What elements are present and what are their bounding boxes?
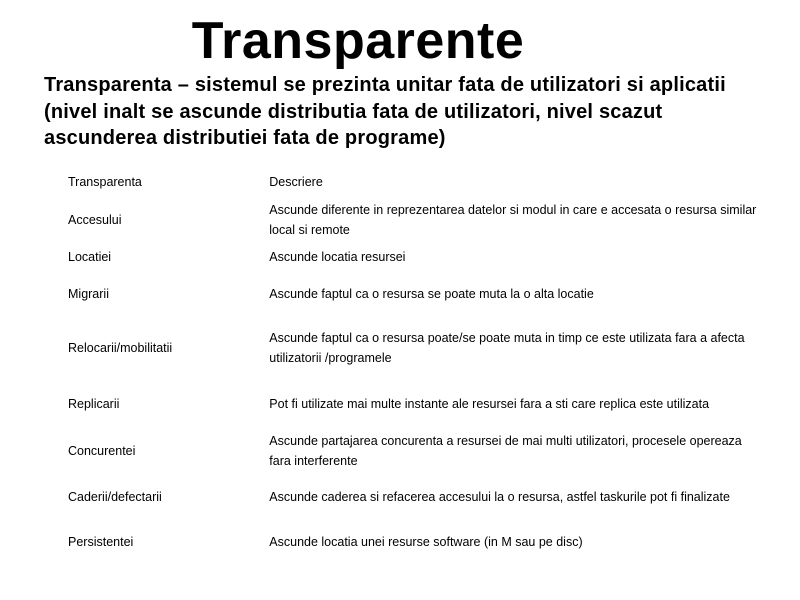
transparency-table-container	[60, 166, 760, 564]
table-row-concurentei	[60, 428, 760, 474]
table-row-persistentei	[60, 520, 760, 564]
table-row-accesului	[60, 198, 760, 242]
header-transparenta: Transparenta	[68, 175, 142, 189]
slide-title: Transparente	[191, 12, 525, 70]
row-description: Ascunde diferente in reprezentarea datelor si modul in care e accesata o resursa similar local si remote	[269, 203, 757, 237]
table-row-migrarii	[60, 272, 760, 316]
row-description: Ascunde locatia unei resurse software (in M sau pe disc)	[269, 535, 583, 549]
row-name: Caderii/defectarii	[68, 490, 162, 504]
row-description: Ascunde faptul ca o resursa poate/se poate muta in timp ce este utilizata fara a afecta utilizatorii /programele	[269, 331, 745, 365]
row-name: Replicarii	[68, 397, 120, 411]
row-name: Persistentei	[68, 535, 134, 549]
row-description: Ascunde locatia resursei	[269, 250, 406, 264]
row-name: Migrarii	[68, 287, 109, 301]
row-description: Ascunde partajarea concurenta a resursei de mai multi utilizatori, procesele opereaza fara interferente	[269, 434, 742, 468]
row-description: Ascunde faptul ca o resursa se poate muta la o alta locatie	[269, 287, 594, 301]
table-row-replicarii	[60, 380, 760, 428]
header-descriere: Descriere	[269, 175, 323, 189]
transparency-table	[60, 166, 760, 564]
row-description: Pot fi utilizate mai multe instante ale resursei fara a sti care replica este utilizata	[269, 397, 710, 411]
row-name: Locatiei	[68, 250, 112, 264]
table-row-relocarii	[60, 316, 760, 380]
intro-paragraph: Transparenta – sistemul se prezinta unitar fata de utilizatori si aplicatii (nivel inalt se ascunde distributia fata de utilizatori, nivel scazut ascunderea distributiei fata de programe)	[44, 74, 726, 149]
table-header-row	[60, 166, 760, 198]
row-name: Accesului	[68, 213, 122, 227]
row-name: Relocarii/mobilitatii	[68, 341, 173, 355]
table-row-locatiei	[60, 242, 760, 272]
row-name: Concurentei	[68, 444, 136, 458]
table-row-caderii	[60, 474, 760, 520]
row-description: Ascunde caderea si refacerea accesului la o resursa, astfel taskurile pot fi finalizate	[269, 490, 730, 504]
